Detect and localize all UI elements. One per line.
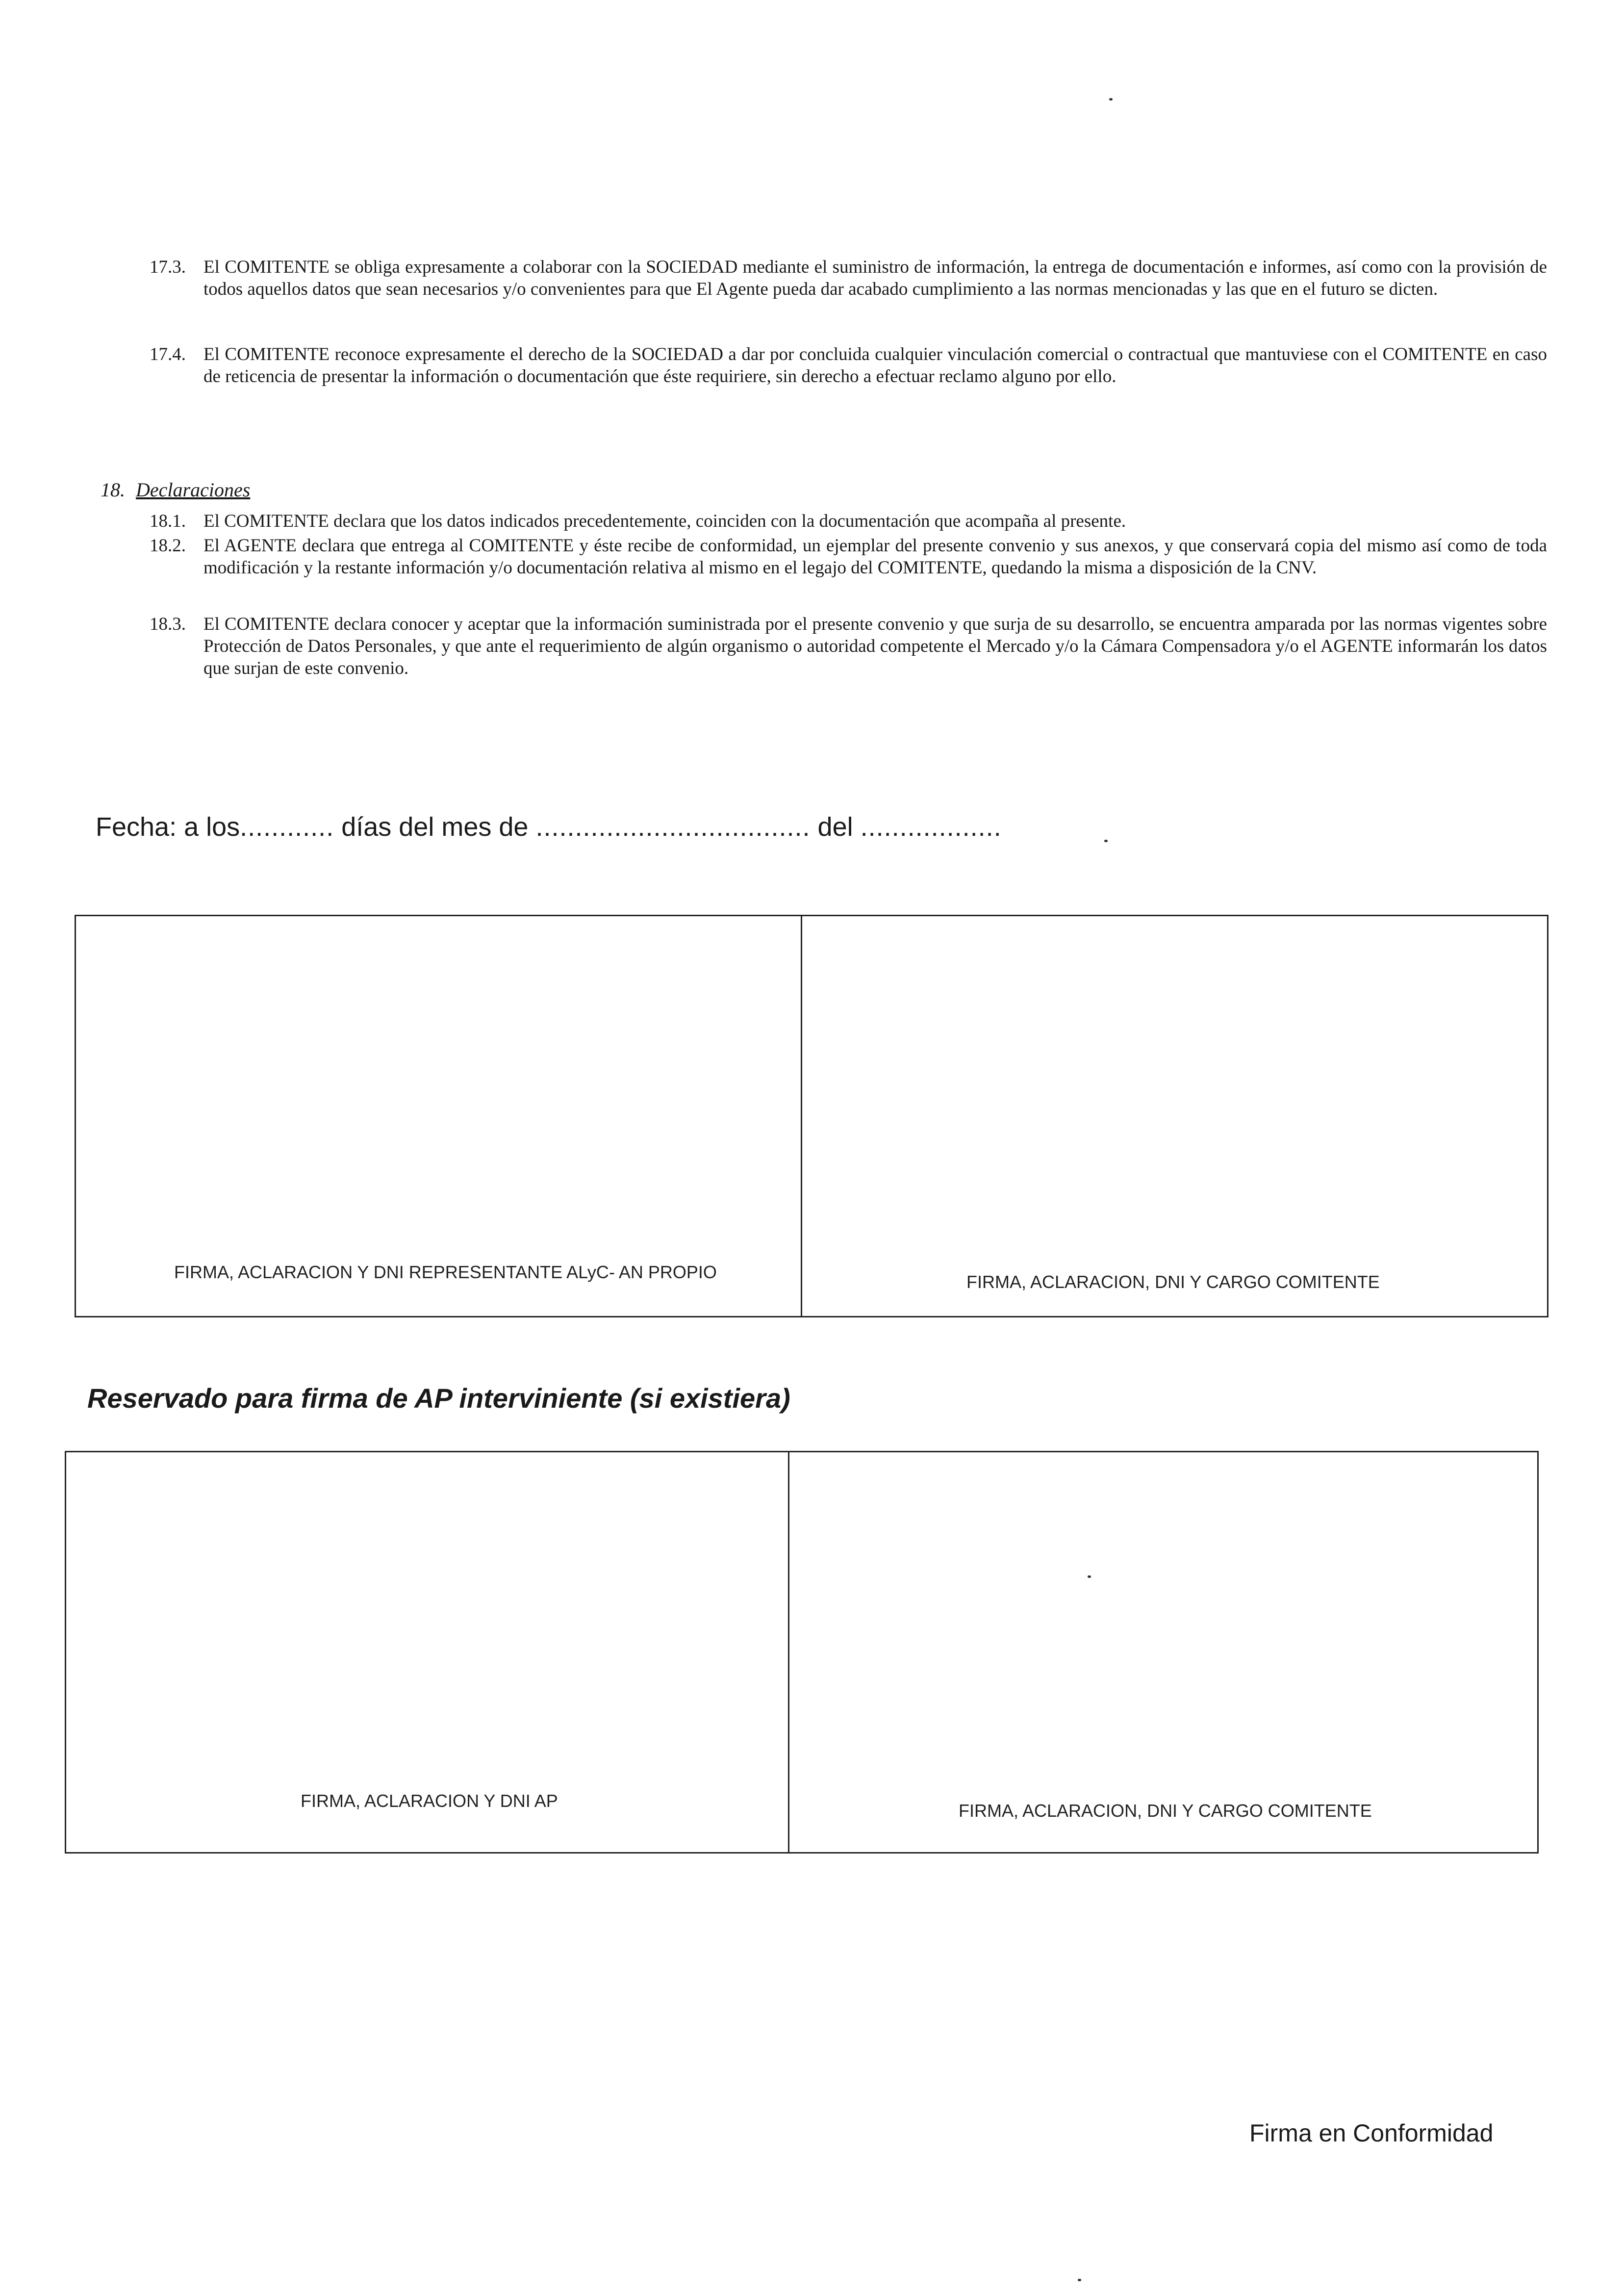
- clause-18-2: [150, 535, 1547, 579]
- representative-signature-area[interactable]: [76, 916, 801, 1316]
- reserved-heading: Reservado para firma de AP interviniente (si existiera): [87, 1383, 790, 1414]
- comitente-signature-label-2: FIRMA, ACLARACION, DNI Y CARGO COMITENTE: [959, 1801, 1372, 1821]
- day-blank[interactable]: ............: [240, 812, 334, 842]
- comitente-signature-area[interactable]: [802, 916, 1547, 1316]
- date-text-month: días del mes de: [334, 812, 536, 842]
- scan-speck: [1078, 2279, 1081, 2281]
- clause-17-4: [150, 343, 1547, 387]
- date-text-year: del: [810, 812, 861, 842]
- comitente-signature-area-2[interactable]: [789, 1452, 1537, 1852]
- comitente-signature-label: FIRMA, ACLARACION, DNI Y CARGO COMITENTE: [966, 1272, 1380, 1292]
- scan-speck: [1088, 1575, 1091, 1578]
- clause-text: El COMITENTE declara conocer y aceptar que la información suministrada por el presente convenio y que surja de su desarrollo, se encuentra amparada por las normas vigentes sobre Protección de Datos Personales, y que ante el requerimiento de algún organismo o autoridad competente el Mercado y/o la Cámara Compensadora y/o el AGENTE informarán los datos que surjan de este convenio.: [203, 614, 1547, 678]
- ap-signature-label: FIRMA, ACLARACION Y DNI AP: [301, 1791, 558, 1811]
- clause-text: El COMITENTE reconoce expresamente el derecho de la SOCIEDAD a dar por concluida cualquier vinculación comercial o contractual que mantuviese con el COMITENTE en caso de reticencia de presentar la información o documentación que éste requiriere, sin derecho a efectuar reclamo alguno por ello.: [203, 344, 1547, 387]
- clause-number: 17.4.: [150, 344, 186, 364]
- year-blank[interactable]: ..................: [860, 812, 1002, 842]
- clause-text: El AGENTE declara que entrega al COMITENTE y éste recibe de conformidad, un ejemplar del presente convenio y sus anexos, y que conservará copia del mismo así como de toda modificación y la restante información y/o documentación relativa al mismo en el legajo del COMITENTE, quedando la misma a disposición de la CNV.: [203, 536, 1547, 578]
- representative-signature-label: FIRMA, ACLARACION Y DNI REPRESENTANTE ALyC- AN PROPIO: [174, 1262, 717, 1282]
- section-name: Declaraciones: [136, 479, 251, 501]
- clause-number: 18.3.: [150, 614, 186, 634]
- clause-text: El COMITENTE declara que los datos indicados precedentemente, coinciden con la documentación que acompaña al presente.: [203, 511, 1126, 531]
- footer-signature-caption: Firma en Conformidad: [1249, 2119, 1494, 2147]
- month-blank[interactable]: ...................................: [535, 812, 811, 842]
- scan-speck: [1104, 840, 1108, 842]
- section-number: 18.: [101, 479, 125, 501]
- signature-box-main: [75, 915, 1548, 1317]
- clause-number: 18.2.: [150, 536, 186, 556]
- date-prefix: Fecha: a los: [96, 812, 240, 842]
- clause-number: 18.1.: [150, 511, 186, 531]
- section-heading: [101, 478, 250, 501]
- signature-box-ap: [65, 1451, 1539, 1854]
- clause-text: El COMITENTE se obliga expresamente a colaborar con la SOCIEDAD mediante el suministro de información, la entrega de documentación e informes, así como con la provisión de todos aquellos datos que sean necesarios y/o convenientes para que El Agente pueda dar acabado cumplimiento a las normas mencionadas y las que en el futuro se dicten.: [203, 257, 1547, 299]
- scan-speck: [1109, 98, 1113, 101]
- clause-18-1: [150, 510, 1547, 532]
- clause-17-3: [150, 256, 1547, 300]
- clause-number: 17.3.: [150, 257, 186, 277]
- ap-signature-area[interactable]: [66, 1452, 788, 1852]
- date-line: [96, 812, 1002, 842]
- clause-18-3: [150, 613, 1547, 679]
